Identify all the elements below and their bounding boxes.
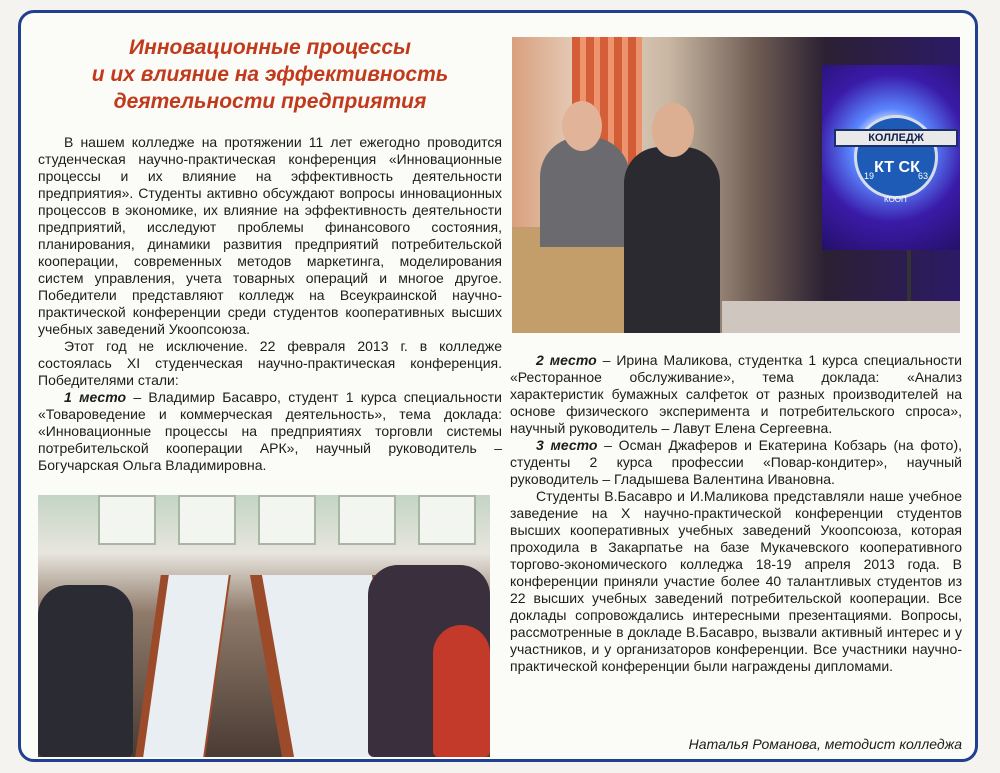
window bbox=[98, 495, 156, 545]
window bbox=[418, 495, 476, 545]
column-left bbox=[38, 134, 502, 474]
window bbox=[178, 495, 236, 545]
paragraph-final: Студенты В.Басавро и И.Маликова представляли наше учебное заведение на Х научно-практической конференции студентов высших кооперативных учебных заведений Укоопсоюза, которая проходила в Закарпатье на базе Мукачевского кооперативного торгово-экономического колледжа 18-19 апреля 2013 года. В конференции приняли участие более 40 талантливых студентов из 22 высших учебных заведений потребительской кооперации. Все доклады сопровождались интересными презентациями. Вопросы, рассмотренные в докладе В.Басавро, вызвали активный интерес и у участников, и у организаторов конференции. Все участники научно-практической конференции были награждены дипломами. bbox=[510, 488, 962, 674]
paragraph-this-year: Этот год не исключение. 22 февраля 2013 г. в колледже состоялась XI студенческая научно-практическая конференция. Победителями стали: bbox=[38, 338, 502, 388]
college-logo-year-right: 63 bbox=[918, 171, 929, 181]
participants-left bbox=[38, 585, 133, 757]
student-girl bbox=[540, 137, 630, 247]
article-title bbox=[40, 34, 500, 115]
college-logo-monogram: КТ СК bbox=[874, 159, 920, 176]
window bbox=[338, 495, 396, 545]
student-girl-head bbox=[562, 101, 602, 151]
place-3-text: – Осман Джаферов и Екатерина Кобзарь (на фото), студенты 2 курса профессии «Повар-кондитер», научный руководитель – Гладышева Валентина Ивановна. bbox=[510, 437, 962, 487]
title-line-3: деятельности предприятия bbox=[113, 90, 427, 113]
college-logo-year-left: 19 bbox=[864, 171, 875, 181]
paragraph-place-1 bbox=[38, 389, 502, 474]
college-logo-band: КОЛЛЕДЖ bbox=[834, 129, 958, 147]
photo-conference-hall bbox=[38, 495, 490, 757]
window bbox=[258, 495, 316, 545]
place-2-text: – Ирина Маликова, студентка 1 курса специальности «Ресторанное обслуживание», тема доклада: «Анализ характеристик бумажных салфеток от разных производителей на основе физического эксперимента и потребительского спроса», научный руководитель – Лавут Елена Сергеевна. bbox=[510, 352, 962, 436]
signature: Наталья Романова, методист колледжа bbox=[688, 736, 962, 752]
title-line-1: Инновационные процессы bbox=[129, 36, 411, 59]
college-logo-emblem bbox=[854, 115, 938, 199]
place-1-label: 1 место bbox=[64, 389, 127, 405]
laptop-table bbox=[722, 301, 960, 333]
paragraph-place-2 bbox=[510, 352, 962, 437]
student-boy-head bbox=[652, 103, 694, 157]
paragraph-place-3 bbox=[510, 437, 962, 488]
column-right bbox=[510, 352, 962, 675]
paragraph-intro: В нашем колледже на протяжении 11 лет ежегодно проводится студенческая научно-практическая конференция «Инновационные процессы и их влияние на эффективность деятельности предприятия». Студенты активно обсуждают вопросы инновационных процессов в экономике, их влияние на эффективность деятельности предприятий, исследуют проблемы финансового состояния, планирования, динамики развития предприятий потребительской кооперации, современных методов маркетинга, моделирования систем управления, учета товарных операций и многое другое. Победители представляют колледж на Всеукраинской научно-практической конференции среди студентов кооперативных высших учебных заведений Укоопсоюза. bbox=[38, 134, 502, 337]
place-1-text: – Владимир Басавро, студент 1 курса специальности «Товароведение и коммерческая деятельность», тема доклада: «Инновационные процессы на предприятиях торговли системы потребительской кооперации АРК», научный руководитель – Богучарская Ольга Владимировна. bbox=[38, 389, 503, 473]
title-line-2: и их влияние на эффективность bbox=[91, 63, 449, 86]
place-3-label: 3 место bbox=[536, 437, 598, 453]
participant-red bbox=[433, 625, 490, 757]
place-2-label: 2 место bbox=[536, 352, 597, 368]
college-logo-coop: КООП bbox=[884, 195, 907, 204]
photo-presenters bbox=[512, 37, 960, 333]
student-boy bbox=[624, 147, 720, 333]
